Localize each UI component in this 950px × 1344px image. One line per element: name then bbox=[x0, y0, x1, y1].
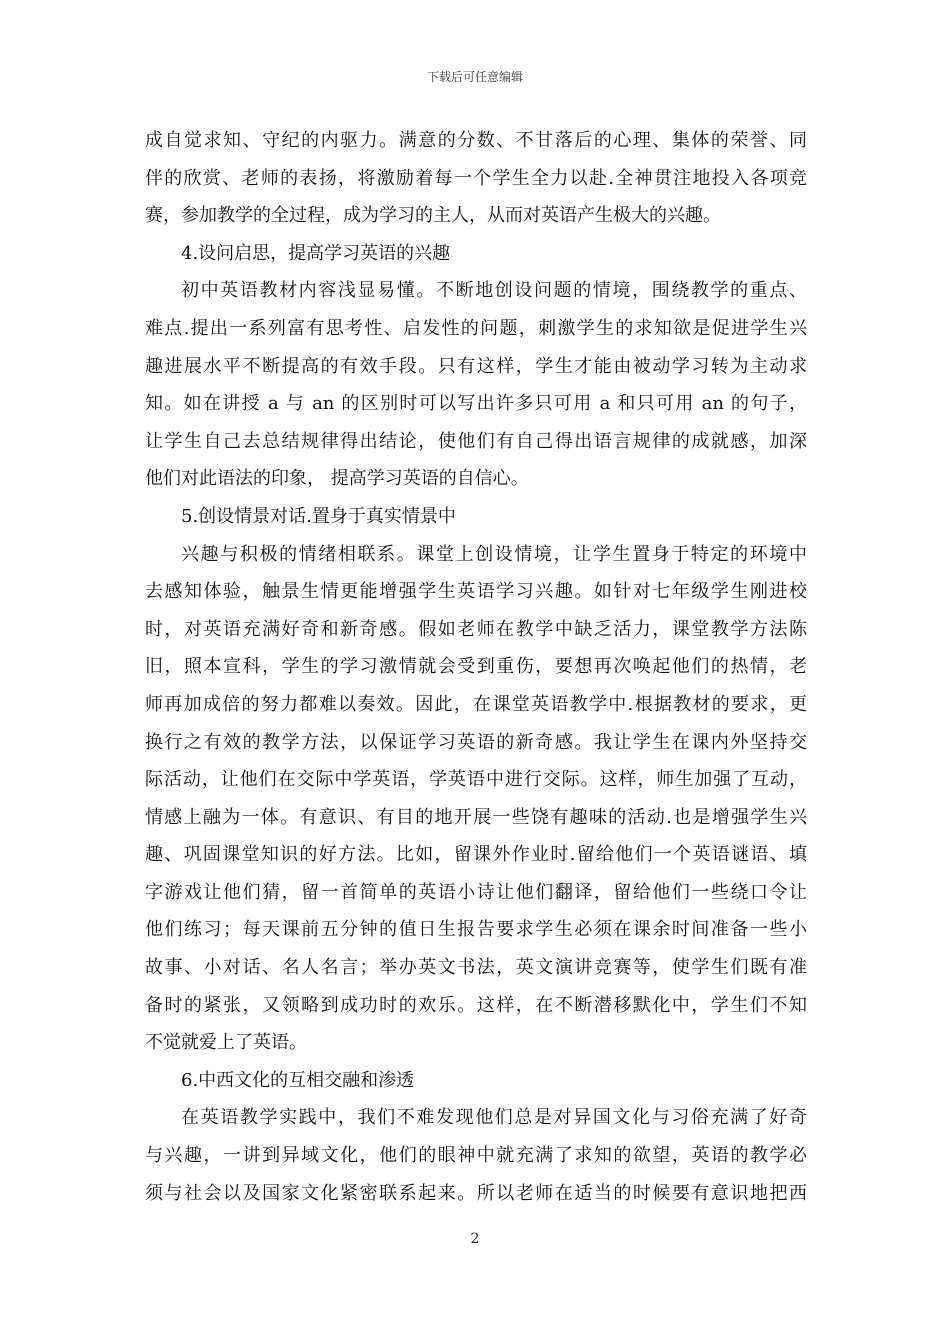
body-line: 赛，参加教学的全过程，成为学习的主人，从而对英语产生极大的兴趣。 bbox=[145, 205, 721, 227]
body-line: 时，对英语充满好奇和新奇感。假如老师在教学中缺乏活力，课堂教学方法陈 bbox=[145, 618, 807, 640]
body-line: 知。如在讲授 a 与 an 的区别时可以写出许多只可用 a 和只可用 an 的句子， bbox=[145, 393, 807, 415]
page-number: 2 bbox=[470, 1231, 480, 1247]
body-line: 际活动，让他们在交际中学英语，学英语中进行交际。这样，师生加强了互动， bbox=[145, 769, 807, 791]
section-heading-5: 5.创设情景对话.置身于真实情景中 bbox=[181, 505, 456, 527]
body-line: 情感上融为一体。有意识、有目的地开展一些饶有趣味的活动.也是增强学生兴 bbox=[145, 806, 807, 828]
body-line: 去感知体验，触景生情更能增强学生英语学习兴趣。如针对七年级学生刚进校 bbox=[145, 581, 807, 603]
body-line: 不觉就爱上了英语。 bbox=[145, 1032, 307, 1054]
body-line: 趣进展水平不断提高的有效手段。只有这样，学生才能由被动学习转为主动求 bbox=[145, 355, 807, 377]
body-line: 初中英语教材内容浅显易懂。不断地创设问题的情境，围绕教学的重点、 bbox=[181, 280, 807, 302]
body-line: 难点.提出一系列富有思考性、启发性的问题，刺激学生的求知欲是促进学生兴 bbox=[145, 317, 807, 339]
body-line: 趣、巩固课堂知识的好方法。比如，留课外作业时.留给他们一个英语谜语、填 bbox=[145, 844, 807, 866]
body-line: 旧，照本宣科，学生的学习激情就会受到重伤，要想再次唤起他们的热情，老 bbox=[145, 656, 807, 678]
body-line: 须与社会以及国家文化紧密联系起来。所以老师在适当的时候要有意识地把西 bbox=[145, 1182, 807, 1204]
document-body bbox=[145, 122, 807, 1212]
body-line: 在英语教学实践中，我们不难发现他们总是对异国文化与习俗充满了好奇 bbox=[181, 1107, 807, 1129]
section-heading-6: 6.中西文化的互相交融和渗透 bbox=[181, 1069, 415, 1091]
body-line: 伴的欣赏、老师的表扬，将激励着每一个学生全力以赴.全神贯注地投入各项竞 bbox=[145, 167, 807, 189]
body-line: 他们练习；每天课前五分钟的值日生报告要求学生必须在课余时间准备一些小 bbox=[145, 919, 807, 941]
body-line: 成自觉求知、守纪的内驱力。满意的分数、不甘落后的心理、集体的荣誉、同 bbox=[145, 130, 807, 151]
section-heading-4: 4.设问启思，提高学习英语的兴趣 bbox=[181, 242, 451, 264]
body-line: 换行之有效的教学方法，以保证学习英语的新奇感。我让学生在课内外坚持交 bbox=[145, 731, 807, 753]
page-header-note: 下载后可任意编辑 bbox=[426, 70, 523, 84]
body-line: 师再加成倍的努力都难以奏效。因此，在课堂英语教学中.根据教材的要求，更 bbox=[145, 693, 807, 715]
body-line: 备时的紧张，又领略到成功时的欢乐。这样，在不断潜移默化中，学生们不知 bbox=[145, 994, 807, 1016]
body-line: 他们对此语法的印象， 提高学习英语的自信心。 bbox=[145, 468, 529, 490]
body-line: 兴趣与积极的情绪相联系。课堂上创设情境，让学生置身于特定的环境中 bbox=[181, 543, 807, 565]
body-line: 让学生自己去总结规律得出结论，使他们有自己得出语言规律的成就感，加深 bbox=[145, 430, 807, 452]
body-line: 字游戏让他们猜，留一首简单的英语小诗让他们翻译，留给他们一些绕口令让 bbox=[145, 881, 807, 903]
body-line: 故事、小对话、名人名言；举办英文书法，英文演讲竞赛等，使学生们既有准 bbox=[145, 957, 807, 979]
body-line: 与兴趣，一讲到异域文化，他们的眼神中就充满了求知的欲望，英语的教学必 bbox=[145, 1145, 807, 1167]
